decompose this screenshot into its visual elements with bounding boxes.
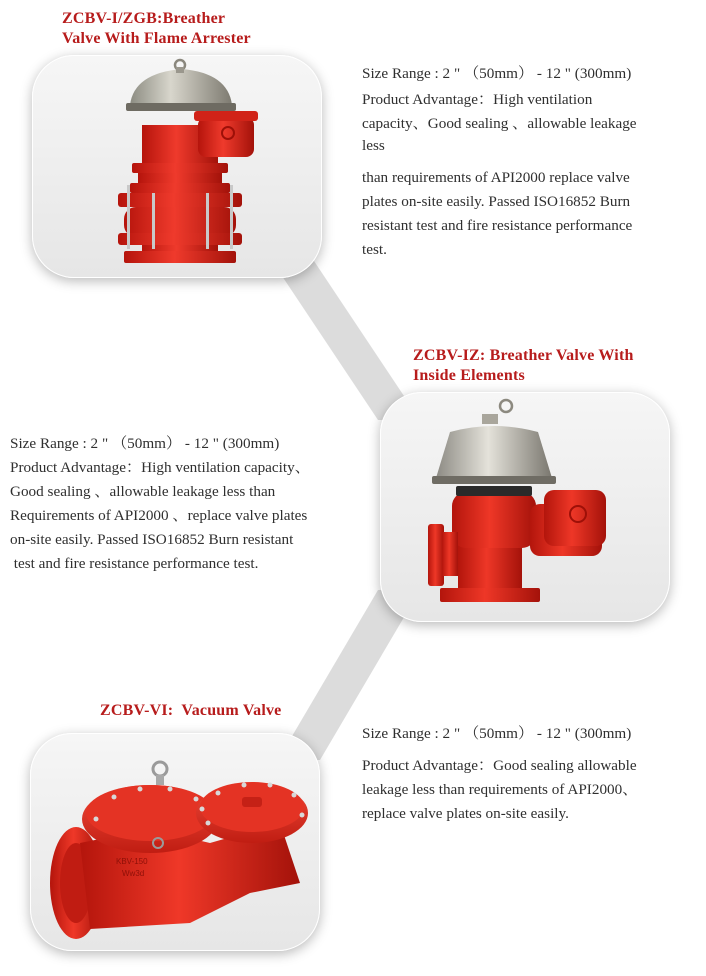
product-2-advantage-line: Good sealing 、allowable leakage less than <box>10 483 276 500</box>
product-2-description <box>10 432 355 576</box>
product-2-advantage-line: Product Advantage：High ventilation capacity、 <box>10 459 310 476</box>
product-2-title <box>413 346 634 386</box>
product-2-advantage-line: test and fire resistance performance test. <box>10 555 259 572</box>
flame-arrester-valve-image <box>32 55 322 278</box>
product-2-title-line2: Inside Elements <box>413 367 525 384</box>
breather-valve-inside-elements-image <box>380 392 670 622</box>
product-1-advantage-line: less <box>362 137 385 154</box>
product-3-advantage-line: replace valve plates on-site easily. <box>362 805 569 822</box>
product-1-advantage-line: capacity、Good sealing 、allowable leakage <box>362 115 637 132</box>
product-1-advantage-line: than requirements of API2000 replace valve <box>362 169 630 186</box>
product-3-advantage-line: leakage less than requirements of API2000、 <box>362 781 638 798</box>
product-2-advantage-line: Requirements of API2000 、replace valve plates <box>10 507 308 524</box>
valve-marking-code: Ww3d <box>122 869 145 878</box>
product-2-image-card <box>380 392 670 622</box>
product-3-advantage-line: Product Advantage：Good sealing allowable <box>362 757 637 774</box>
product-1-image-card <box>32 55 322 278</box>
product-1-title-line1: ZCBV-I/ZGB:Breather <box>62 10 226 27</box>
product-2-title-line1: ZCBV-IZ: Breather Valve With <box>413 347 634 364</box>
product-1-advantage-line: test. <box>362 241 387 258</box>
product-3-description <box>362 722 692 826</box>
product-3-title <box>100 701 281 721</box>
valve-marking-model: KBV-150 <box>116 857 148 866</box>
product-2-advantage-line: on-site easily. Passed ISO16852 Burn resistant <box>10 531 294 548</box>
product-1-title-line2: Valve With Flame Arrester <box>62 30 251 47</box>
product-1-advantage-line: resistant test and fire resistance performance <box>362 217 633 234</box>
product-1-title <box>62 9 251 49</box>
product-1-description <box>362 62 682 262</box>
product-1-advantage-line: plates on-site easily. Passed ISO16852 Burn <box>362 193 631 210</box>
product-1-advantage-line: Product Advantage：High ventilation <box>362 91 593 108</box>
vacuum-valve-image <box>30 733 320 951</box>
product-3-title-line1: ZCBV-VI: Vacuum Valve <box>100 702 282 719</box>
product-3-size-range: Size Range : 2 " （50mm） - 12 " (300mm) <box>362 725 632 742</box>
product-3-image-card <box>30 733 320 951</box>
product-2-size-range: Size Range : 2 " （50mm） - 12 " (300mm) <box>10 435 280 452</box>
product-1-size-range: Size Range : 2 " （50mm） - 12 " (300mm) <box>362 65 632 82</box>
